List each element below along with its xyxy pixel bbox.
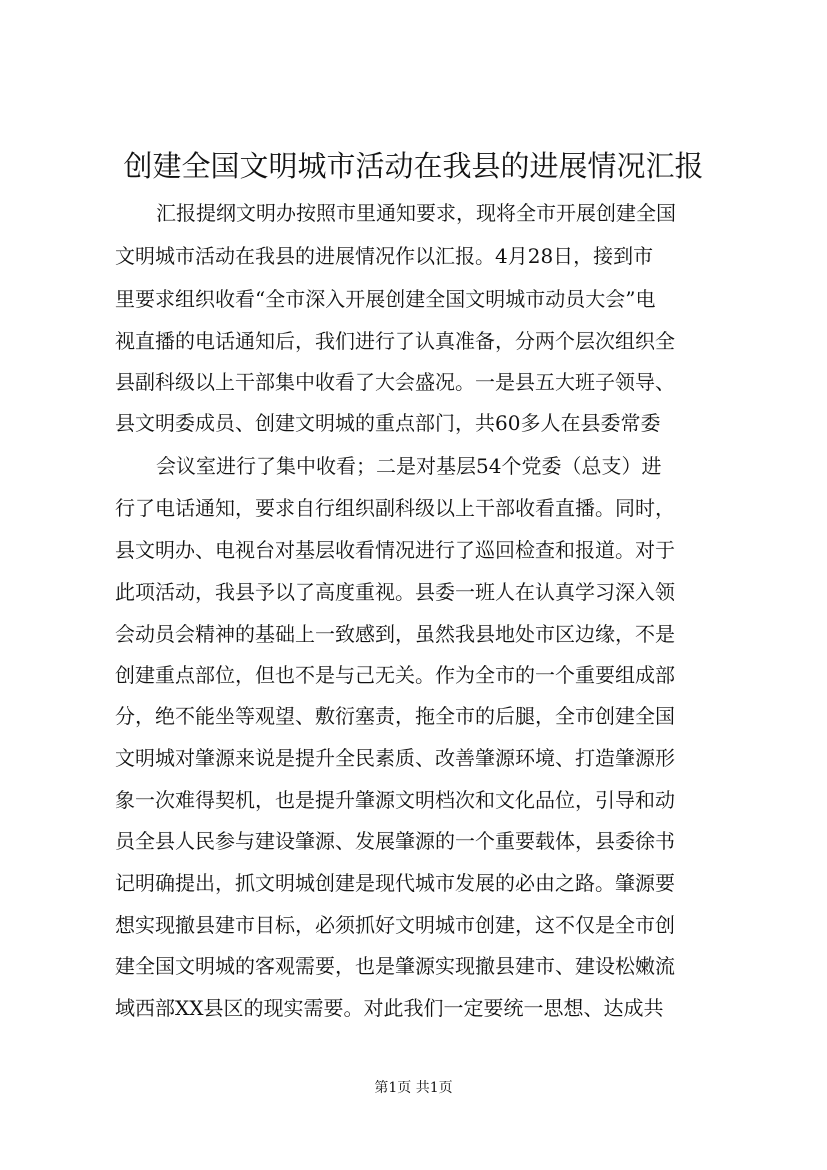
paragraph-line-3: 里要求组织收看“全市深入开展创建全国文明城市动员大会”电 xyxy=(115,287,656,311)
paragraph-line-17: 记明确提出，抓文明城创建是现代城市发展的必由之路。肇源要 xyxy=(115,871,675,895)
paragraph-line-5: 县副科级以上干部集中收看了大会盛况。一是县五大班子领导、 xyxy=(115,370,675,394)
paragraph-line-15: 象一次难得契机，也是提升肇源文明档次和文化品位，引导和动 xyxy=(115,788,675,812)
paragraph-line-4: 视直播的电话通知后，我们进行了认真准备，分两个层次组织全 xyxy=(115,329,675,353)
paragraph-line-18: 想实现撤县建市目标，必须抓好文明城市创建，这不仅是全市创 xyxy=(115,913,675,937)
paragraph-line-13: 分，绝不能坐等观望、敷衍塞责，拖全市的后腿，全市创建全国 xyxy=(115,704,675,728)
paragraph-line-20: 域西部XX县区的现实需要。对此我们一定要统一思想、达成共 xyxy=(115,996,664,1020)
page-footer: 第1页 共1页 xyxy=(374,1080,453,1096)
paragraph-line-12: 创建重点部位，但也不是与己无关。作为全市的一个重要组成部 xyxy=(115,663,675,687)
paragraph-line-11: 会动员会精神的基础上一致感到，虽然我县地处市区边缘，不是 xyxy=(115,622,675,646)
document-title: 创建全国文明城市活动在我县的进展情况汇报 xyxy=(123,149,704,183)
paragraph-line-10: 此项活动，我县予以了高度重视。县委一班人在认真学习深入领 xyxy=(115,580,675,604)
paragraph-line-7: 会议室进行了集中收看；二是对基层54个党委（总支）进 xyxy=(156,454,662,478)
paragraph-line-2: 文明城市活动在我县的进展情况作以汇报。4月28日，接到市 xyxy=(115,244,654,268)
paragraph-line-16: 员全县人民参与建设肇源、发展肇源的一个重要载体，县委徐书 xyxy=(115,829,675,853)
paragraph-line-14: 文明城对肇源来说是提升全民素质、改善肇源环境、打造肇源形 xyxy=(115,746,675,770)
paragraph-line-6: 县文明委成员、创建文明城的重点部门，共60多人在县委常委 xyxy=(115,411,661,435)
paragraph-line-1: 汇报提纲文明办按照市里通知要求，现将全市开展创建全国 xyxy=(156,201,676,225)
paragraph-line-19: 建全国文明城的客观需要，也是肇源实现撤县建市、建设松嫩流 xyxy=(115,954,675,978)
paragraph-line-9: 县文明办、电视台对基层收看情况进行了巡回检查和报道。对于 xyxy=(115,538,675,562)
paragraph-line-8: 行了电话通知，要求自行组织副科级以上干部收看直播。同时， xyxy=(115,496,675,520)
